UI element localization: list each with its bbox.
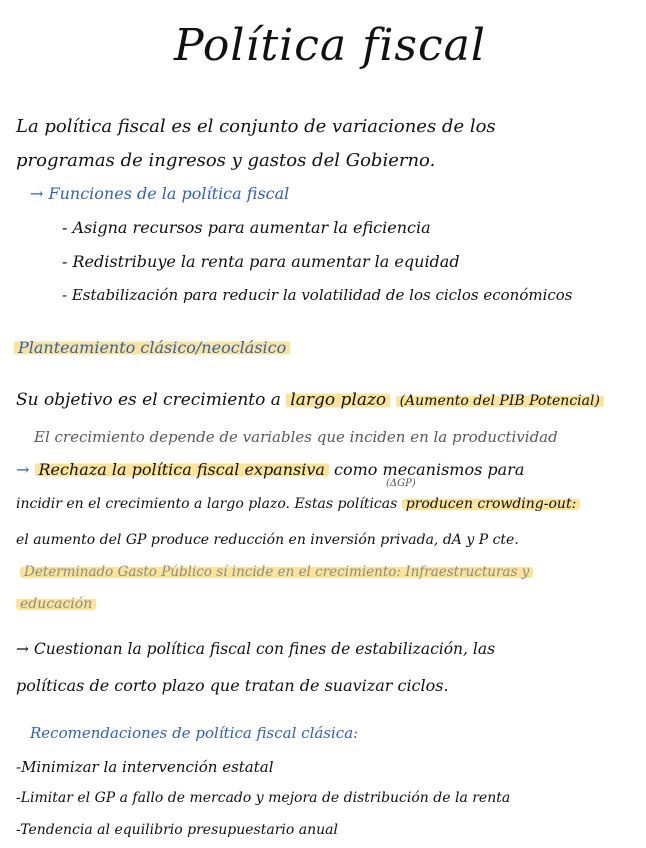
section-heading: [14, 338, 290, 357]
page-title: Política fiscal: [174, 20, 486, 71]
objetivo-highlight: largo plazo: [286, 390, 390, 410]
objetivo-post: (Aumento del PIB Potencial): [396, 393, 604, 409]
delta-gp-note: (ΔGP): [386, 478, 416, 489]
incidir-line: [16, 496, 580, 512]
determinado-highlight-2: educación: [16, 596, 96, 612]
incidir-pre: incidir en el crecimiento a largo plazo. Estas políticas: [16, 496, 398, 512]
funciones-item-1: - Asigna recursos para aumentar la eficiencia: [62, 218, 431, 237]
rechaza-post: como mecanismos para: [334, 460, 525, 479]
funciones-item-3: - Estabilización para reducir la volatilidad de los ciclos económicos: [62, 286, 573, 304]
recomendaciones-item-1: -Minimizar la intervención estatal: [16, 758, 274, 776]
cuestionan-line-2: políticas de corto plazo que tratan de suavizar ciclos.: [16, 676, 449, 695]
cuestionan-line-1: → Cuestionan la política fiscal con fines de estabilización, las: [16, 640, 496, 658]
rechaza-line: [16, 460, 524, 479]
recomendaciones-heading: Recomendaciones de política fiscal clásica:: [30, 724, 359, 742]
determinado-highlight-1: Determinado Gasto Público sí incide en el crecimiento: Infraestructuras y: [20, 564, 533, 580]
objetivo-line: [16, 390, 604, 410]
funciones-item-2: - Redistribuye la renta para aumentar la equidad: [62, 252, 460, 271]
arrow-icon: →: [16, 460, 30, 479]
determinado-line-1: [20, 564, 533, 580]
funciones-heading: → Funciones de la política fiscal: [30, 184, 290, 203]
aumento-line: el aumento del GP produce reducción en inversión privada, dA y P cte.: [16, 532, 519, 548]
objetivo-pre: Su objetivo es el crecimiento a: [16, 390, 287, 410]
section-heading-highlight: Planteamiento clásico/neoclásico: [14, 338, 290, 357]
incidir-highlight: producen crowding-out:: [402, 496, 581, 512]
determinado-line-2: [16, 596, 96, 612]
intro-line-1: La política fiscal es el conjunto de variaciones de los: [16, 116, 496, 137]
rechaza-highlight: Rechaza la política fiscal expansiva: [35, 460, 329, 479]
recomendaciones-item-2: -Limitar el GP a fallo de mercado y mejora de distribución de la renta: [16, 790, 511, 806]
intro-line-2: programas de ingresos y gastos del Gobierno.: [16, 150, 436, 171]
recomendaciones-item-3: -Tendencia al equilibrio presupuestario anual: [16, 822, 338, 838]
crecimiento-line: El crecimiento depende de variables que inciden en la productividad: [34, 428, 558, 446]
